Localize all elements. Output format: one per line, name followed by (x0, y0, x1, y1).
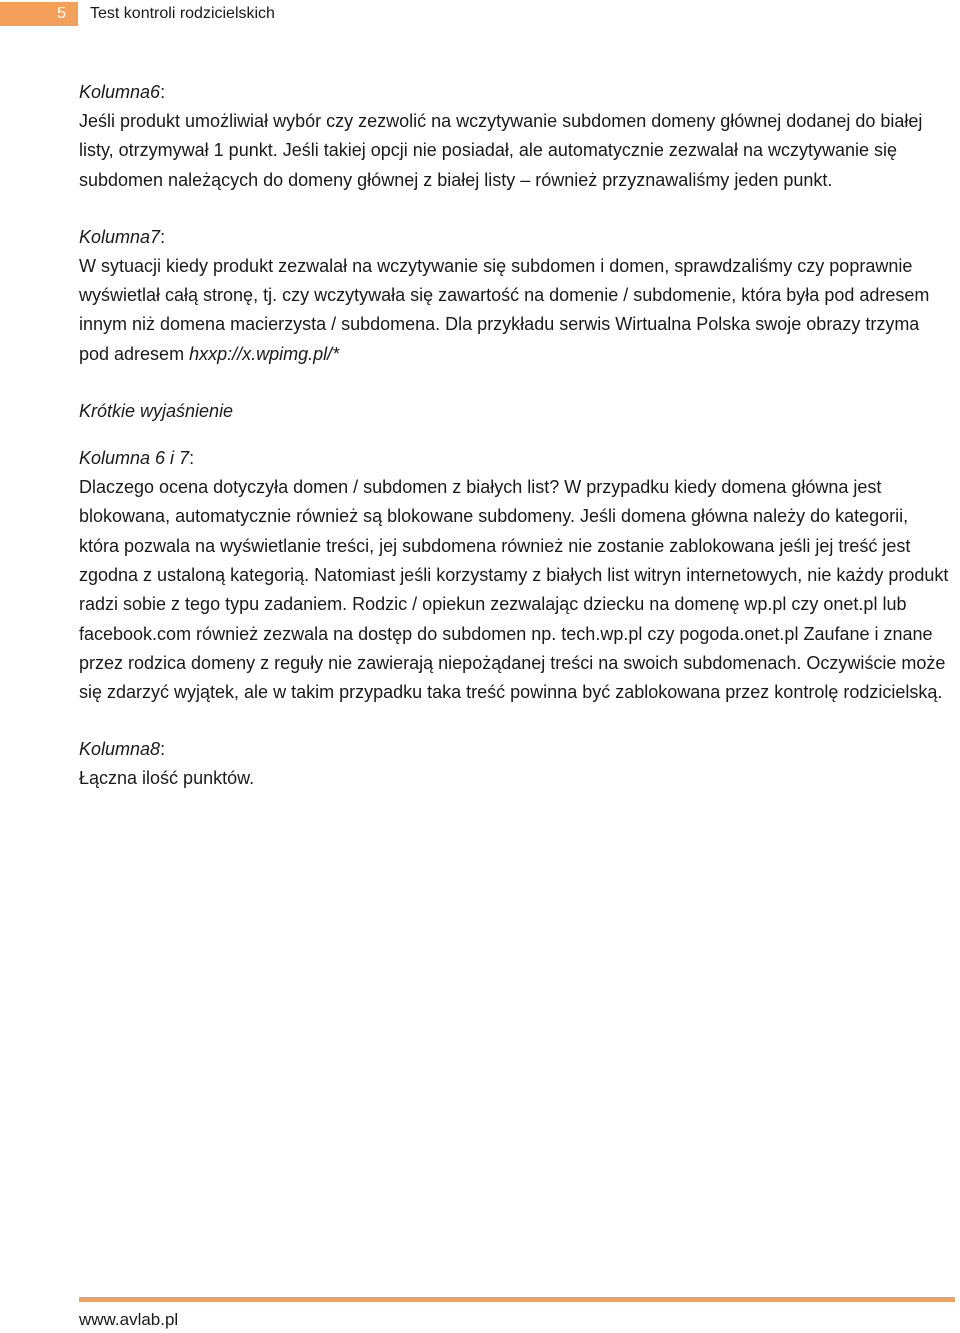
paragraph-text: W sytuacji kiedy produkt zezwalał na wczytywanie się subdomen i domen, sprawdzaliśmy czy poprawnie wyświetlał całą stronę, tj. czy wczytywała się zawartość na domenie / subdomenie, która była pod adresem innym niż domena macierzysta / subdomena. Dla przykładu serwis Wirtualna Polska swoje obrazy trzyma pod adresem (79, 255, 930, 364)
section-kolumna6 (79, 78, 951, 195)
heading-colon: : (160, 226, 166, 247)
section-kolumna-6-7 (79, 444, 951, 707)
heading-text: Kolumna7 (79, 226, 161, 247)
section-paragraph: Łączna ilość punktów. (79, 768, 255, 789)
section-heading (79, 735, 951, 764)
heading-colon: : (160, 82, 166, 102)
section-heading (79, 223, 951, 252)
page-header (0, 0, 960, 30)
section-heading (79, 78, 951, 107)
footer-divider (79, 1297, 955, 1302)
section-heading (79, 444, 951, 473)
section-paragraph (79, 252, 951, 369)
example-address: hxxp://x.wpimg.pl/* (189, 343, 340, 364)
section-kolumna7 (79, 223, 951, 369)
header-title: Test kontroli rodzicielskich (90, 5, 275, 22)
heading-text: Kolumna 6 i 7 (79, 448, 190, 469)
heading-colon: : (189, 448, 195, 469)
document-body (79, 78, 951, 822)
heading-colon: : (160, 739, 166, 760)
heading-text: Kolumna8 (79, 739, 161, 760)
section-paragraph: Dlaczego ocena dotyczyła domen / subdomen z białych list? W przypadku kiedy domena główna jest blokowana, automatycznie również są blokowane subdomeny. Jeśli domena główna należy do kategorii, która pozwala na wyświetlanie treści, jej subdomena również nie zostanie zablokowana jeśli jej treść jest zgodna z ustaloną kategorią. Natomiast jeśli korzystamy z białych list witryn internetowych, nie każdy produkt radzi sobie z tego typu zadaniem. Rodzic / opiekun zezwalając dziecku na domenę wp.pl czy onet.pl lub facebook.com również zezwala na dostęp do subdomen np. tech.wp.pl czy pogoda.onet.pl Zaufane i znane przez rodzica domeny z reguły nie zawierają niepożądanej treści na swoich subdomenach. Oczywiście może się zdarzyć wyjątek, ale w takim przypadku taka treść powinna być zablokowana przez kontrolę rodzicielską. (79, 477, 949, 703)
heading-text: Kolumna6 (79, 82, 161, 102)
footer-url: www.avlab.pl (79, 1310, 179, 1329)
short-explanation-heading: Krótkie wyjaśnienie (79, 401, 234, 422)
section-kolumna8 (79, 735, 951, 793)
page-number: 5 (0, 2, 78, 26)
section-paragraph: Jeśli produkt umożliwiał wybór czy zezwolić na wczytywanie subdomen domeny głównej dodanej do białej listy, otrzymywał 1 punkt. Jeśli takiej opcji nie posiadał, ale automatycznie zezwalał na wczytywanie się subdomen należących do domeny głównej z białej listy – również przyznawaliśmy jeden punkt. (79, 111, 923, 190)
